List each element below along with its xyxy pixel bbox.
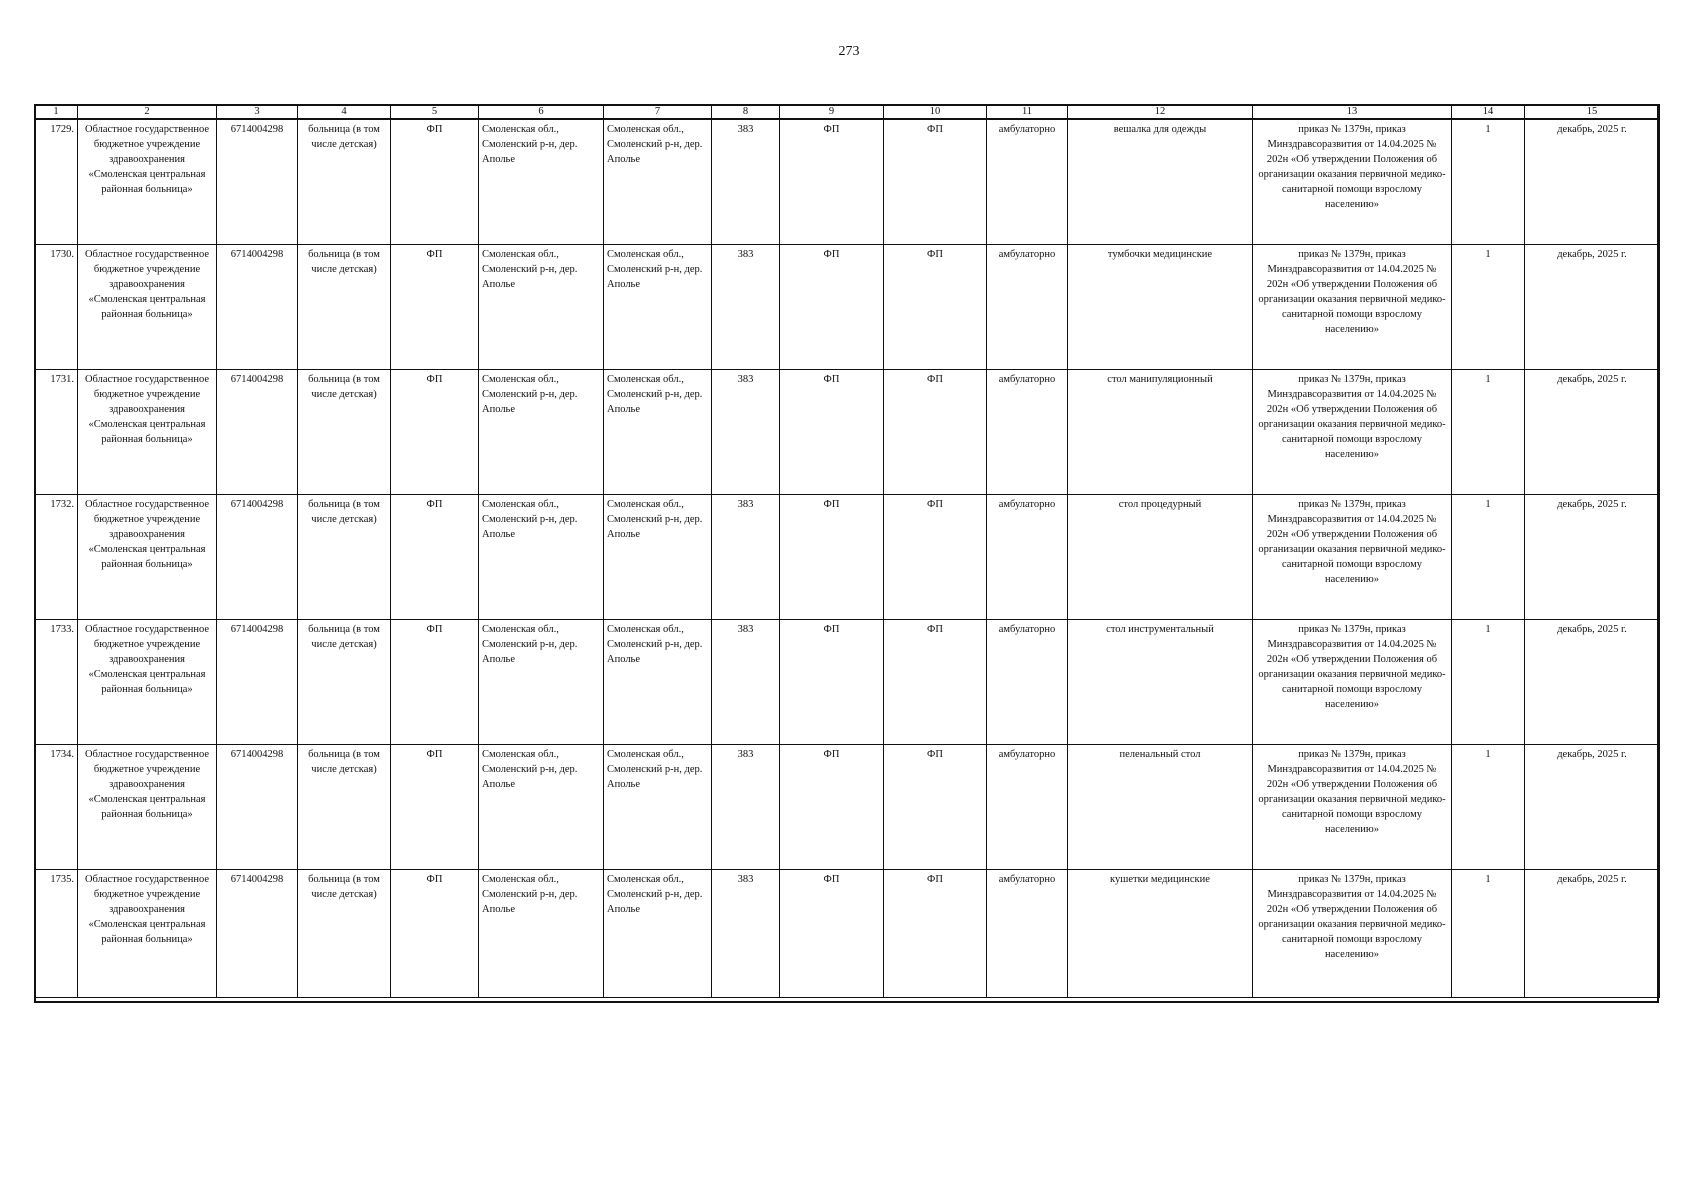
delivery-date: декабрь, 2025 г. — [1525, 744, 1660, 869]
address-col6: Смоленская обл., Смоленский р-н, дер. Аполье — [479, 244, 604, 369]
facility-type: больница (в том числе детская) — [298, 869, 391, 997]
address-col6: Смоленская обл., Смоленский р-н, дер. Аполье — [479, 744, 604, 869]
row-number: 1729. — [35, 119, 78, 244]
row-number: 1735. — [35, 869, 78, 997]
equipment-name: вешалка для одежды — [1068, 119, 1253, 244]
cell-col5: ФП — [391, 244, 479, 369]
cell-col10: ФП — [884, 369, 987, 494]
delivery-date: декабрь, 2025 г. — [1525, 369, 1660, 494]
facility-type: больница (в том числе детская) — [298, 369, 391, 494]
header-row — [35, 105, 1660, 120]
order-reference: приказ № 1379н, приказ Минздравсоразвития от 14.04.2025 № 202н «Об утверждении Положения об организации оказания первичной медико-санитарной помощи взрослому населению» — [1253, 619, 1452, 744]
organization-name: Областное государственное бюджетное учреждение здравоохранения «Смоленская центральная районная больница» — [78, 119, 217, 244]
cell-col10: ФП — [884, 619, 987, 744]
table-row — [35, 869, 1660, 997]
cell-col9: ФП — [780, 494, 884, 619]
equipment-name: стол процедурный — [1068, 494, 1253, 619]
inn-code: 6714004298 — [217, 869, 298, 997]
facility-type: больница (в том числе детская) — [298, 119, 391, 244]
quantity: 1 — [1452, 869, 1525, 997]
inn-code: 6714004298 — [217, 244, 298, 369]
care-mode: амбулаторно — [987, 369, 1068, 494]
care-mode: амбулаторно — [987, 244, 1068, 369]
equipment-name: стол инструментальный — [1068, 619, 1253, 744]
cell-col10: ФП — [884, 119, 987, 244]
inn-code: 6714004298 — [217, 119, 298, 244]
cell-col10: ФП — [884, 494, 987, 619]
organization-name: Областное государственное бюджетное учреждение здравоохранения «Смоленская центральная районная больница» — [78, 744, 217, 869]
inn-code: 6714004298 — [217, 369, 298, 494]
quantity: 1 — [1452, 369, 1525, 494]
care-mode: амбулаторно — [987, 619, 1068, 744]
cell-col5: ФП — [391, 744, 479, 869]
column-header: 11 — [987, 105, 1068, 120]
column-header: 6 — [479, 105, 604, 120]
cell-col10: ФП — [884, 744, 987, 869]
care-mode: амбулаторно — [987, 869, 1068, 997]
page-number: 273 — [838, 44, 860, 59]
cell-col10: ФП — [884, 869, 987, 997]
delivery-date: декабрь, 2025 г. — [1525, 869, 1660, 997]
address-col6: Смоленская обл., Смоленский р-н, дер. Аполье — [479, 369, 604, 494]
row-number: 1730. — [35, 244, 78, 369]
organization-name: Областное государственное бюджетное учреждение здравоохранения «Смоленская центральная районная больница» — [78, 369, 217, 494]
inn-code: 6714004298 — [217, 494, 298, 619]
equipment-name: кушетки медицинские — [1068, 869, 1253, 997]
inn-code: 6714004298 — [217, 744, 298, 869]
address-col7: Смоленская обл., Смоленский р-н, дер. Аполье — [604, 744, 712, 869]
row-number: 1733. — [35, 619, 78, 744]
quantity: 1 — [1452, 619, 1525, 744]
cell-col8: 383 — [712, 619, 780, 744]
cell-col8: 383 — [712, 119, 780, 244]
address-col7: Смоленская обл., Смоленский р-н, дер. Аполье — [604, 869, 712, 997]
order-reference: приказ № 1379н, приказ Минздравсоразвития от 14.04.2025 № 202н «Об утверждении Положения об организации оказания первичной медико-санитарной помощи взрослому населению» — [1253, 869, 1452, 997]
column-header: 9 — [780, 105, 884, 120]
cell-col9: ФП — [780, 619, 884, 744]
address-col7: Смоленская обл., Смоленский р-н, дер. Аполье — [604, 244, 712, 369]
order-reference: приказ № 1379н, приказ Минздравсоразвития от 14.04.2025 № 202н «Об утверждении Положения об организации оказания первичной медико-санитарной помощи взрослому населению» — [1253, 369, 1452, 494]
equipment-table — [34, 104, 1660, 998]
column-header: 7 — [604, 105, 712, 120]
facility-type: больница (в том числе детская) — [298, 494, 391, 619]
address-col7: Смоленская обл., Смоленский р-н, дер. Аполье — [604, 119, 712, 244]
cell-col9: ФП — [780, 869, 884, 997]
quantity: 1 — [1452, 494, 1525, 619]
column-header: 4 — [298, 105, 391, 120]
delivery-date: декабрь, 2025 г. — [1525, 119, 1660, 244]
organization-name: Областное государственное бюджетное учреждение здравоохранения «Смоленская центральная районная больница» — [78, 869, 217, 997]
organization-name: Областное государственное бюджетное учреждение здравоохранения «Смоленская центральная районная больница» — [78, 494, 217, 619]
cell-col8: 383 — [712, 244, 780, 369]
cell-col10: ФП — [884, 244, 987, 369]
care-mode: амбулаторно — [987, 119, 1068, 244]
table-row — [35, 494, 1660, 619]
cell-col5: ФП — [391, 369, 479, 494]
table-row — [35, 619, 1660, 744]
cell-col9: ФП — [780, 119, 884, 244]
address-col6: Смоленская обл., Смоленский р-н, дер. Аполье — [479, 619, 604, 744]
column-header: 13 — [1253, 105, 1452, 120]
column-header: 14 — [1452, 105, 1525, 120]
table-row — [35, 119, 1660, 244]
column-header: 8 — [712, 105, 780, 120]
organization-name: Областное государственное бюджетное учреждение здравоохранения «Смоленская центральная районная больница» — [78, 244, 217, 369]
address-col7: Смоленская обл., Смоленский р-н, дер. Аполье — [604, 619, 712, 744]
column-header: 5 — [391, 105, 479, 120]
cell-col8: 383 — [712, 869, 780, 997]
address-col6: Смоленская обл., Смоленский р-н, дер. Аполье — [479, 119, 604, 244]
address-col6: Смоленская обл., Смоленский р-н, дер. Аполье — [479, 494, 604, 619]
delivery-date: декабрь, 2025 г. — [1525, 244, 1660, 369]
inn-code: 6714004298 — [217, 619, 298, 744]
column-header: 2 — [78, 105, 217, 120]
cell-col9: ФП — [780, 744, 884, 869]
delivery-date: декабрь, 2025 г. — [1525, 494, 1660, 619]
quantity: 1 — [1452, 244, 1525, 369]
equipment-name: тумбочки медицинские — [1068, 244, 1253, 369]
table-row — [35, 744, 1660, 869]
table-row — [35, 369, 1660, 494]
row-number: 1734. — [35, 744, 78, 869]
cell-col5: ФП — [391, 619, 479, 744]
quantity: 1 — [1452, 744, 1525, 869]
organization-name: Областное государственное бюджетное учреждение здравоохранения «Смоленская центральная районная больница» — [78, 619, 217, 744]
care-mode: амбулаторно — [987, 744, 1068, 869]
cell-col8: 383 — [712, 744, 780, 869]
column-header: 3 — [217, 105, 298, 120]
cell-col9: ФП — [780, 369, 884, 494]
row-number: 1732. — [35, 494, 78, 619]
column-header: 12 — [1068, 105, 1253, 120]
column-header: 15 — [1525, 105, 1660, 120]
address-col7: Смоленская обл., Смоленский р-н, дер. Аполье — [604, 369, 712, 494]
order-reference: приказ № 1379н, приказ Минздравсоразвития от 14.04.2025 № 202н «Об утверждении Положения об организации оказания первичной медико-санитарной помощи взрослому населению» — [1253, 244, 1452, 369]
address-col6: Смоленская обл., Смоленский р-н, дер. Аполье — [479, 869, 604, 997]
cell-col8: 383 — [712, 494, 780, 619]
order-reference: приказ № 1379н, приказ Минздравсоразвития от 14.04.2025 № 202н «Об утверждении Положения об организации оказания первичной медико-санитарной помощи взрослому населению» — [1253, 494, 1452, 619]
cell-col8: 383 — [712, 369, 780, 494]
care-mode: амбулаторно — [987, 494, 1068, 619]
row-number: 1731. — [35, 369, 78, 494]
address-col7: Смоленская обл., Смоленский р-н, дер. Аполье — [604, 494, 712, 619]
equipment-name: стол манипуляционный — [1068, 369, 1253, 494]
cell-col5: ФП — [391, 869, 479, 997]
column-header: 1 — [35, 105, 78, 120]
order-reference: приказ № 1379н, приказ Минздравсоразвития от 14.04.2025 № 202н «Об утверждении Положения об организации оказания первичной медико-санитарной помощи взрослому населению» — [1253, 119, 1452, 244]
table-row — [35, 244, 1660, 369]
order-reference: приказ № 1379н, приказ Минздравсоразвития от 14.04.2025 № 202н «Об утверждении Положения об организации оказания первичной медико-санитарной помощи взрослому населению» — [1253, 744, 1452, 869]
cell-col5: ФП — [391, 494, 479, 619]
cell-col5: ФП — [391, 119, 479, 244]
facility-type: больница (в том числе детская) — [298, 619, 391, 744]
quantity: 1 — [1452, 119, 1525, 244]
cell-col9: ФП — [780, 244, 884, 369]
delivery-date: декабрь, 2025 г. — [1525, 619, 1660, 744]
equipment-name: пеленальный стол — [1068, 744, 1253, 869]
column-header: 10 — [884, 105, 987, 120]
facility-type: больница (в том числе детская) — [298, 244, 391, 369]
facility-type: больница (в том числе детская) — [298, 744, 391, 869]
